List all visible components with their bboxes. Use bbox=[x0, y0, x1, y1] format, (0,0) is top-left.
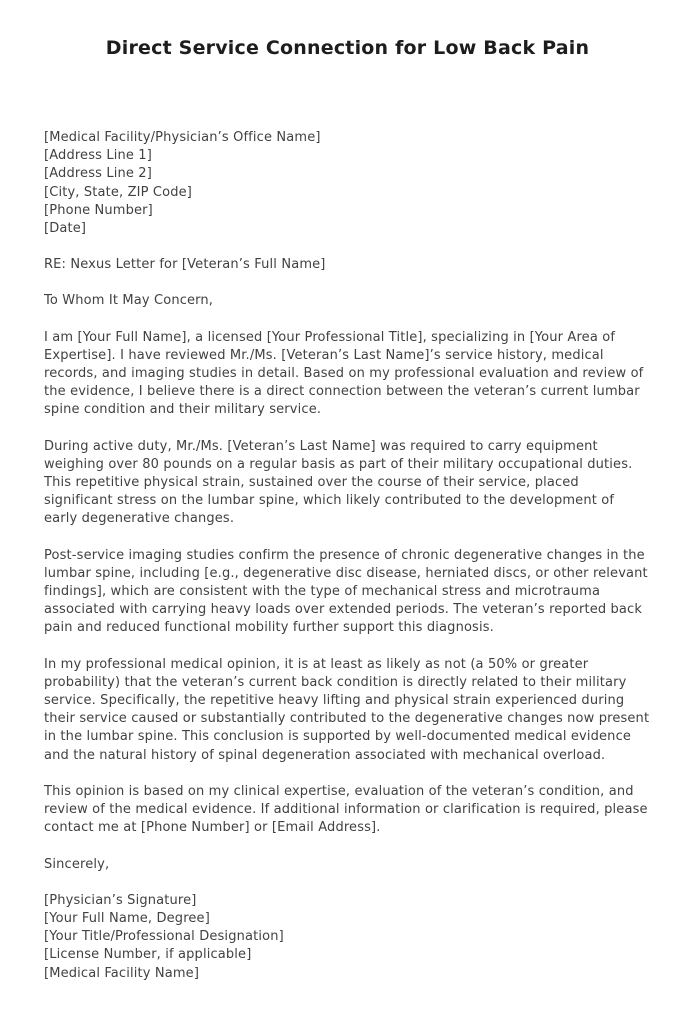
body-paragraph: I am [Your Full Name], a licensed [Your Professional Title], specializing in [Your Area of Expertise]. I have reviewed Mr./Ms. [Veteran’s Last Name]’s service history, medical records, and imaging studies in detail. Based on my professional evaluation and review of the evidence, I believe there is a direct connection between the veteran’s current lumbar spine condition and their military service. bbox=[44, 329, 644, 418]
salutation: To Whom It May Concern, bbox=[44, 293, 214, 309]
address-line: [Address Line 1] bbox=[44, 148, 152, 164]
signature-block bbox=[44, 892, 651, 983]
page-title: Direct Service Connection for Low Back Pain bbox=[105, 37, 590, 59]
address-line: [Medical Facility/Physician’s Office Name] bbox=[44, 130, 321, 145]
address-line: [Phone Number] bbox=[44, 202, 153, 218]
body-paragraph: Post-service imaging studies confirm the presence of chronic degenerative changes in the lumbar spine, including [e.g., degenerative disc disease, herniated discs, or other relevant findings], which are consistent with the type of mechanical stress and microtrauma associated with carrying heavy loads over extended periods. The veteran’s reported back pain and reduced functional mobility further support this diagnosis. bbox=[44, 547, 648, 636]
address-line: [Address Line 2] bbox=[44, 166, 152, 182]
signature-line: [Physician’s Signature] bbox=[44, 892, 197, 908]
body-paragraph: During active duty, Mr./Ms. [Veteran’s Last Name] was required to carry equipment weighing over 80 pounds on a regular basis as part of their military occupational duties. This repetitive physical strain, sustained over the course of their service, placed significant stress on the lumbar spine, which likely contributed to the development of early degenerative changes. bbox=[44, 438, 633, 527]
address-line: [City, State, ZIP Code] bbox=[44, 184, 193, 200]
signature-line: [Your Full Name, Degree] bbox=[44, 910, 210, 926]
sender-address-block bbox=[44, 129, 651, 238]
body-paragraph: In my professional medical opinion, it is at least as likely as not (a 50% or greater probability) that the veteran’s current back condition is directly related to their military service. Specifically, the repetitive heavy lifting and physical strain experienced during their service caused or substantially contributed to the degenerative changes now present in the lumbar spine. This conclusion is supported by well-documented medical evidence and the natural history of spinal degeneration associated with mechanical overload. bbox=[44, 656, 650, 763]
signature-line: [License Number, if applicable] bbox=[44, 947, 252, 963]
signature-line: [Your Title/Professional Designation] bbox=[44, 929, 284, 945]
letter-body bbox=[0, 129, 695, 983]
subject-line: RE: Nexus Letter for [Veteran’s Full Name] bbox=[44, 257, 326, 273]
closing: Sincerely, bbox=[44, 856, 110, 872]
signature-line: [Medical Facility Name] bbox=[44, 965, 200, 981]
address-line: [Date] bbox=[44, 221, 87, 237]
body-paragraph: This opinion is based on my clinical expertise, evaluation of the veteran’s condition, and review of the medical evidence. If additional information or clarification is required, please contact me at [Phone Number] or [Email Address]. bbox=[44, 783, 648, 836]
